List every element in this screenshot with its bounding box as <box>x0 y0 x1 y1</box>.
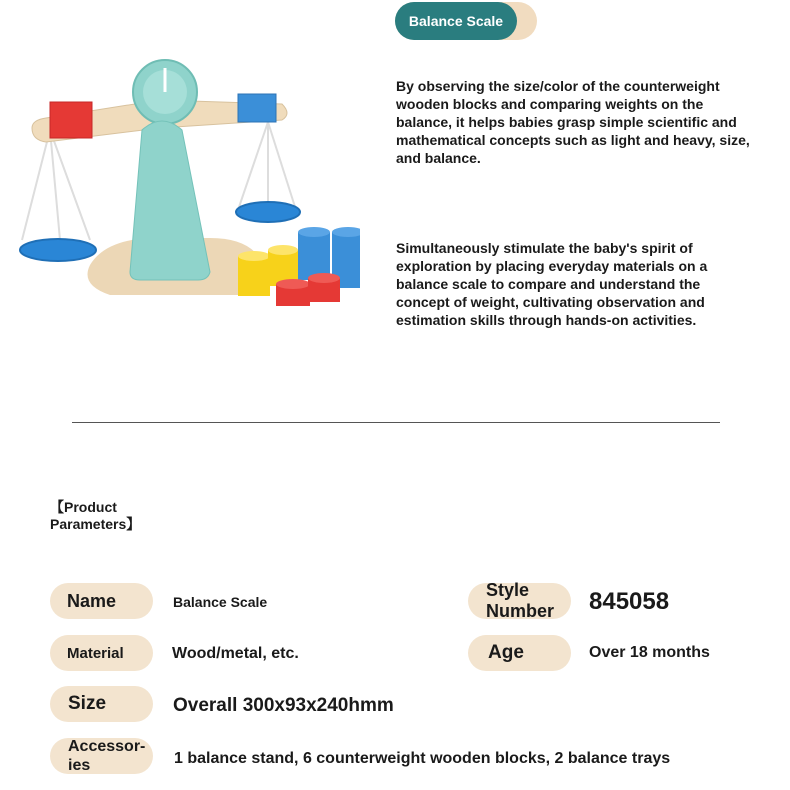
size-label-text: Size <box>68 693 107 714</box>
accessories-value: 1 balance stand, 6 counterweight wooden blocks, 2 balance trays <box>174 750 671 767</box>
blue-cube-block <box>238 94 276 122</box>
left-tray <box>20 239 96 261</box>
material-label <box>50 635 153 671</box>
style-number-value: 845058 <box>589 588 670 615</box>
style-number-label <box>468 580 571 621</box>
material-label-text: Material <box>67 644 124 662</box>
age-value: Over 18 months <box>589 644 710 661</box>
name-label-text: Name <box>67 590 117 611</box>
size-label <box>50 686 153 722</box>
red-cube-block <box>50 102 92 138</box>
description-paragraph-2: Simultaneously stimulate the baby's spirit of exploration by placing everyday materials on a balance scale to compare and understand the concept of weight, cultivating observation and estimation skills through hands-on activities. <box>396 240 708 328</box>
blue-cylinder-block <box>298 232 330 280</box>
age-label <box>468 635 571 671</box>
right-tray <box>236 202 300 222</box>
name-value: Balance Scale <box>173 594 268 610</box>
section-divider <box>72 422 720 423</box>
product-image <box>10 50 360 320</box>
description-paragraph-1: By observing the size/color of the counterweight wooden blocks and comparing weights on the balance, it helps babies grasp simple scientific and mathematical concepts such as light and heavy, size, and balance. <box>396 78 750 166</box>
params-heading: 【Product Parameters】 <box>50 499 141 532</box>
scale-stand <box>130 121 210 280</box>
yellow-cylinder-block <box>238 256 270 296</box>
size-value: Overall 300x93x240hmm <box>173 695 394 716</box>
accessories-label-text: Accessor-ies <box>68 738 146 774</box>
product-title: Balance Scale <box>395 2 517 40</box>
title-badge <box>395 2 537 40</box>
style-number-label-text: Style Number <box>486 580 555 621</box>
age-label-text: Age <box>488 642 524 663</box>
accessories-label <box>50 738 153 774</box>
name-label <box>50 583 153 619</box>
material-value: Wood/metal, etc. <box>172 645 299 662</box>
